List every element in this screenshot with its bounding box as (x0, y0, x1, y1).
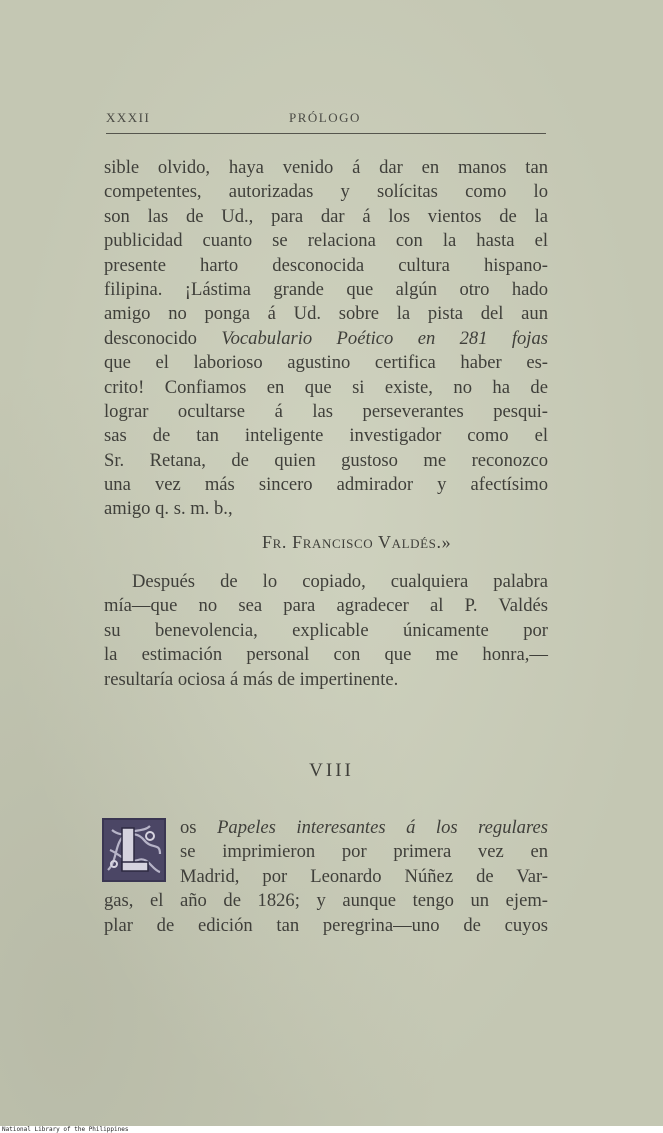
text-line: lograr ocultarse á las perseverantes pesqui- (104, 400, 548, 422)
book-title-italic: Papeles interesantes á los regulares (217, 817, 548, 838)
text-line: Sr. Retana, de quien gustoso me reconozco (104, 449, 548, 471)
book-title-italic: Vocabulario Poético en 281 fojas (221, 327, 548, 349)
text-line: filipina. ¡Lástima grande que algún otro hado (104, 278, 548, 300)
text-line (104, 327, 548, 351)
letter-signature: Fr. Francisco Valdés.» (262, 532, 452, 552)
section-number: VIII (309, 760, 354, 781)
text-line: se imprimieron por primera vez en (180, 841, 548, 863)
paragraph-commentary (104, 570, 548, 692)
text-line: que el laborioso agustino certifica haber es- (104, 352, 548, 374)
text-fragment: os (180, 817, 197, 838)
text-line: amigo q. s. m. b., (104, 498, 233, 520)
text-line: su benevolencia, explicable únicamente por (104, 619, 548, 641)
text-fragment: desconocido (104, 327, 197, 349)
text-line: publicidad cuanto se relaciona con la hasta el (104, 230, 548, 252)
text-line: una vez más sincero admirador y afectísimo (104, 474, 548, 496)
text-line: Madrid, por Leonardo Núñez de Var- (180, 865, 548, 887)
text-line: son las de Ud., para dar á los vientos de la (104, 205, 548, 227)
text-line: mía—que no sea para agradecer al P. Valdés (104, 595, 548, 617)
paragraph-section-viii (104, 816, 548, 938)
library-credit: National Library of the Philippines (2, 1126, 129, 1133)
text-line: sas de tan inteligente investigador como el (104, 425, 548, 447)
text-line: presente harto desconocida cultura hispano- (104, 254, 548, 276)
header-rule (106, 133, 546, 134)
text-line: sible olvido, haya venido á dar en manos tan (104, 157, 548, 178)
text-line: competentes, autorizadas y solícitas como lo (104, 181, 548, 203)
text-line: crito! Confiamos en que si existe, no ha de (104, 376, 548, 398)
text-line: resultaría ociosa á más de impertinente. (104, 668, 399, 690)
text-line: plar de edición tan peregrina—uno de cuyos (104, 914, 548, 936)
page-number: XXXII (106, 110, 151, 125)
text-line (104, 816, 548, 840)
running-title: PRÓLOGO (289, 110, 361, 125)
text-line: la estimación personal con que me honra,— (104, 644, 548, 666)
text-line: gas, el año de 1826; y aunque tengo un ejem- (104, 890, 548, 912)
paragraph-letter-ending (104, 156, 548, 522)
running-head (106, 110, 546, 128)
text-line: amigo no ponga á Ud. sobre la pista del aun (104, 303, 548, 325)
text-line: Después de lo copiado, cualquiera palabra (132, 571, 548, 592)
